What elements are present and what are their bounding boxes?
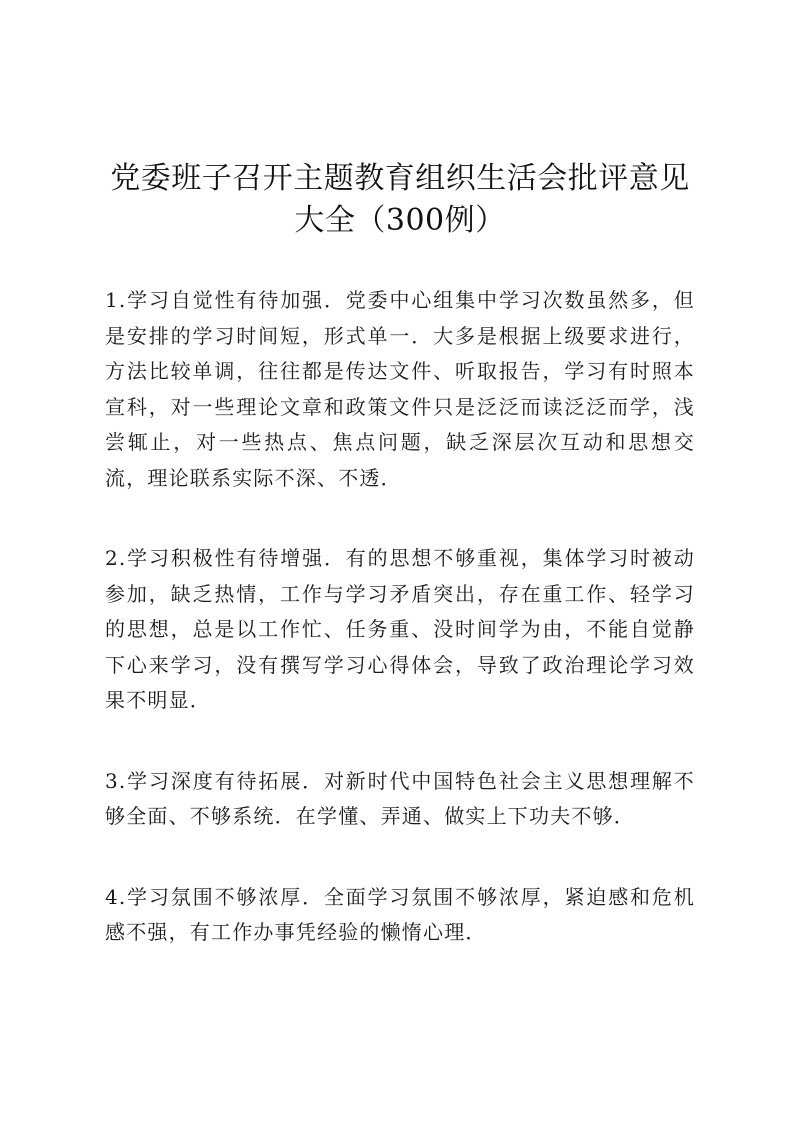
document-body (105, 283, 695, 996)
paragraph-4: 4.学习氛围不够浓厚．全面学习氛围不够浓厚，紧迫感和危机感不强，有工作办事凭经验的懒惰心理． (105, 884, 695, 944)
paragraph-1: 1.学习自觉性有待加强．党委中心组集中学习次数虽然多，但是安排的学习时间短，形式单一．大多是根据上级要求进行，方法比较单调，往往都是传达文件、听取报告，学习有时照本宣科，对一些理论文章和政策文件只是泛泛而读泛泛而学，浅尝辄止，对一些热点、焦点问题，缺乏深层次互动和思想交流，理论联系实际不深、不透． (105, 288, 695, 490)
paragraph-2: 2.学习积极性有待增强．有的思想不够重视，集体学习时被动参加，缺乏热情，工作与学习矛盾突出，存在重工作、轻学习的思想，总是以工作忙、任务重、没时间学为由，不能自觉静下心来学习，没有撰写学习心得体会，导致了政治理论学习效果不明显． (105, 546, 695, 712)
paragraph-3: 3.学习深度有待拓展．对新时代中国特色社会主义思想理解不够全面、不够系统．在学懂、弄通、做实上下功夫不够． (105, 768, 695, 828)
document-title: 党委班子召开主题教育组织生活会批评意见大全（300例） (110, 161, 690, 238)
